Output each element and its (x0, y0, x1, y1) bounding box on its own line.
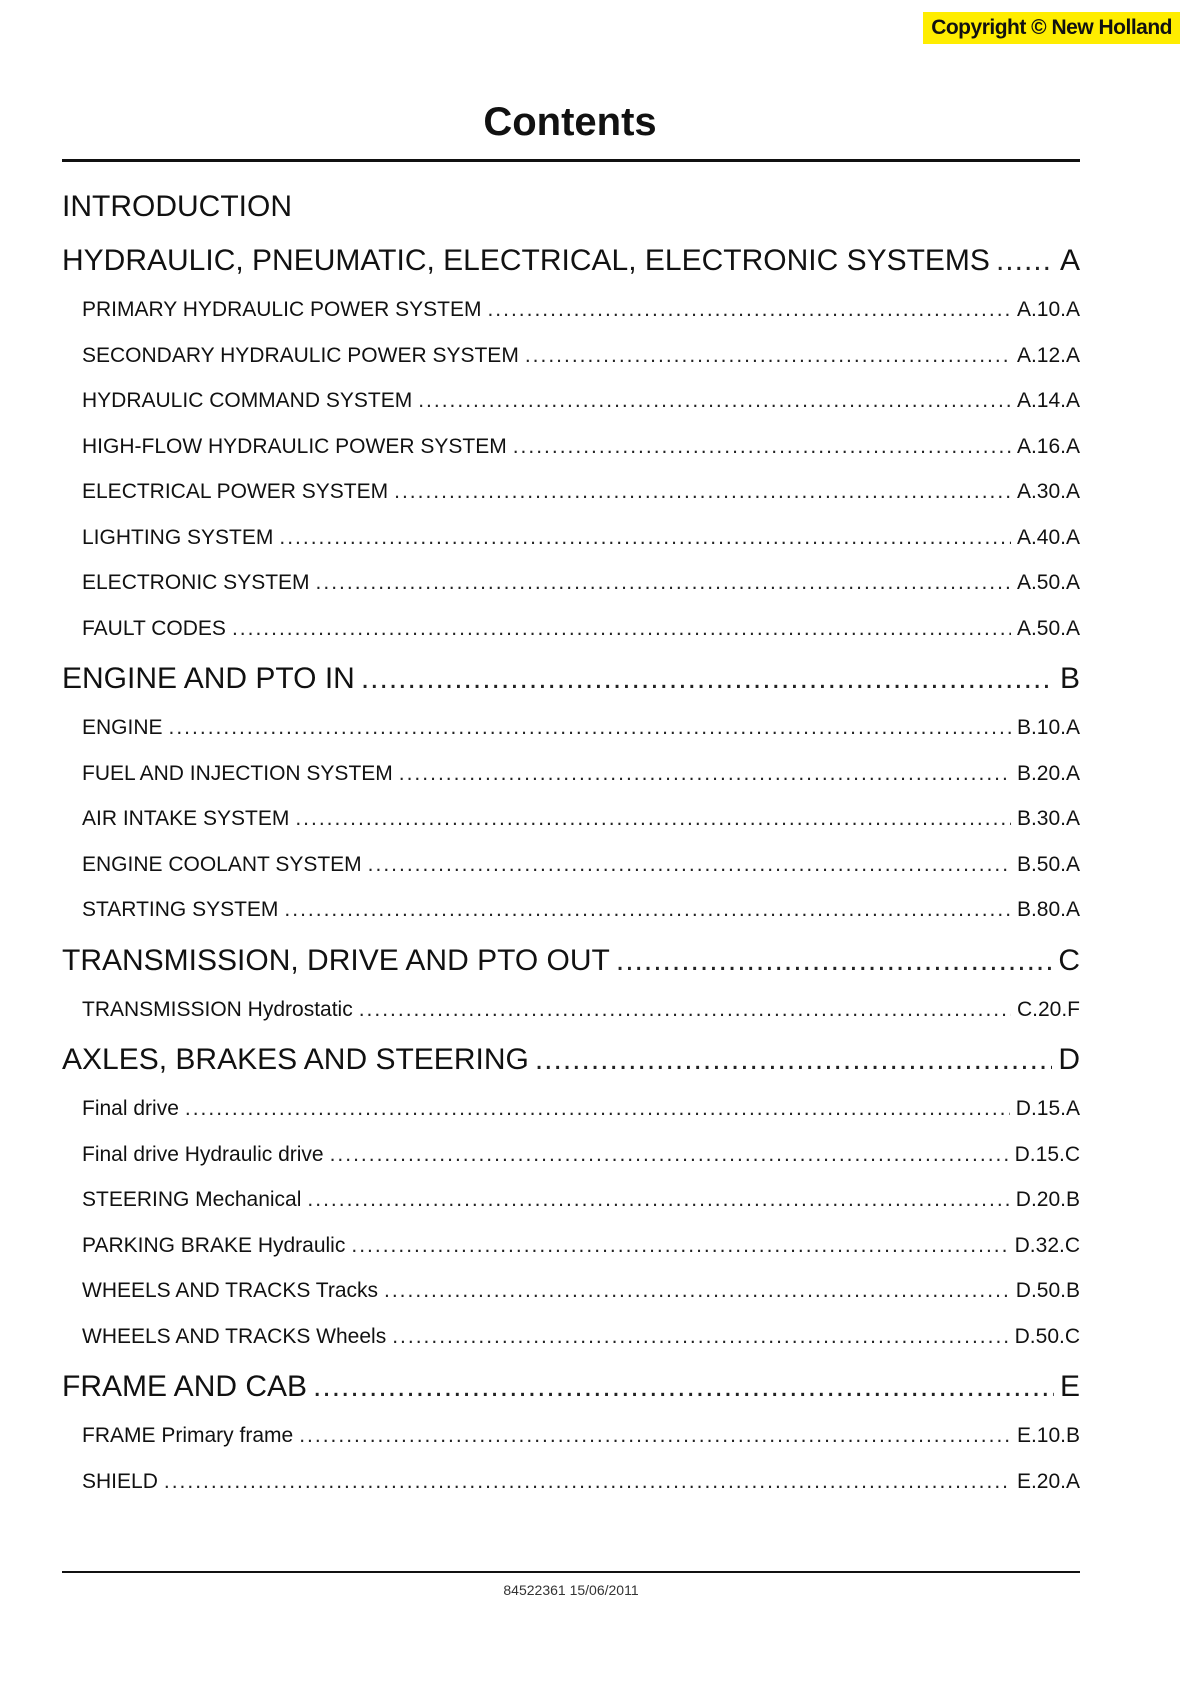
toc-section-letter: D (1058, 1043, 1080, 1076)
toc-entry-code: A.50.A (1016, 571, 1080, 594)
leader-dots (330, 1143, 1009, 1167)
leader-dots (487, 298, 1010, 322)
toc-section[interactable] (62, 662, 1080, 716)
toc-entry-code: A.40.A (1016, 525, 1080, 549)
toc-entry-code: A.16.A (1016, 434, 1080, 458)
toc-entry[interactable] (62, 526, 1080, 572)
toc-entry-label: AIR INTAKE SYSTEM (82, 807, 290, 830)
toc-entry-label: LIGHTING SYSTEM (82, 525, 274, 549)
toc-entry-code: B.50.A (1016, 852, 1080, 876)
toc-introduction-label: INTRODUCTION (62, 190, 292, 223)
toc-entry[interactable] (62, 480, 1080, 526)
toc-entry-label: STARTING SYSTEM (82, 898, 279, 921)
toc-entry-code: B.80.A (1016, 898, 1080, 921)
leader-dots (316, 571, 1011, 595)
toc-entry-code: D.32.C (1014, 1233, 1080, 1257)
toc-section-title: AXLES, BRAKES AND STEERING (62, 1043, 529, 1076)
toc-section-letter: E (1059, 1370, 1080, 1403)
toc-entry-code: A.10.A (1016, 298, 1080, 321)
toc-entry[interactable] (62, 716, 1080, 762)
toc-entry-code: D.50.C (1014, 1324, 1080, 1348)
leader-dots (299, 1424, 1011, 1448)
toc-entry-label: FRAME Primary frame (82, 1424, 294, 1447)
toc-entry-code: B.10.A (1016, 716, 1080, 739)
toc-entry-code: A.30.A (1016, 480, 1080, 503)
toc-entry-code: D.15.C (1014, 1142, 1080, 1166)
leader-dots (513, 435, 1011, 459)
toc-entry-label: PRIMARY HYDRAULIC POWER SYSTEM (82, 298, 482, 321)
toc-entry-label: TRANSMISSION Hydrostatic (82, 997, 353, 1021)
toc-entry-label: SHIELD (82, 1469, 158, 1493)
toc-entry-code: D.15.A (1015, 1097, 1080, 1120)
toc-entry-code: B.20.A (1016, 761, 1080, 785)
table-of-contents (62, 190, 1080, 1515)
copyright-banner: Copyright © New Holland (923, 12, 1180, 44)
toc-entry[interactable] (62, 571, 1080, 617)
toc-entry[interactable] (62, 762, 1080, 808)
toc-section[interactable] (62, 1043, 1080, 1097)
toc-entry-label: PARKING BRAKE Hydraulic (82, 1233, 346, 1257)
toc-entry[interactable] (62, 1279, 1080, 1325)
toc-entry-code: B.30.A (1016, 807, 1080, 830)
toc-entry[interactable] (62, 1470, 1080, 1516)
leader-dots (616, 944, 1052, 978)
toc-entry[interactable] (62, 1325, 1080, 1371)
toc-entry-code: C.20.F (1016, 997, 1080, 1021)
toc-section-title: FRAME AND CAB (62, 1370, 308, 1403)
toc-entry[interactable] (62, 1424, 1080, 1470)
toc-entry-label: ENGINE (82, 716, 163, 739)
toc-entry-label: Final drive (82, 1097, 179, 1120)
toc-entry[interactable] (62, 998, 1080, 1044)
toc-entry-label: STEERING Mechanical (82, 1188, 302, 1211)
toc-entry-code: D.20.B (1015, 1188, 1080, 1211)
toc-section[interactable] (62, 944, 1080, 998)
toc-entry[interactable] (62, 298, 1080, 344)
page-footer: 84522361 15/06/2011 (503, 1582, 639, 1598)
toc-section[interactable] (62, 244, 1080, 298)
toc-section-title: ENGINE AND PTO IN (62, 662, 355, 695)
toc-entry-label: FUEL AND INJECTION SYSTEM (82, 761, 393, 785)
toc-entry-label: SECONDARY HYDRAULIC POWER SYSTEM (82, 343, 519, 367)
toc-entry-code: E.20.A (1016, 1469, 1080, 1493)
toc-entry[interactable] (62, 1234, 1080, 1280)
toc-entry-label: Final drive Hydraulic drive (82, 1142, 324, 1166)
toc-entry-label: WHEELS AND TRACKS Wheels (82, 1324, 387, 1348)
leader-dots (313, 1370, 1054, 1404)
leader-dots (359, 998, 1011, 1022)
leader-dots (232, 617, 1011, 641)
toc-entry[interactable] (62, 435, 1080, 481)
toc-section[interactable] (62, 1370, 1080, 1424)
leader-dots (384, 1279, 1010, 1303)
toc-entry-code: D.50.B (1015, 1279, 1080, 1302)
toc-introduction[interactable] (62, 190, 1080, 244)
toc-entry[interactable] (62, 1188, 1080, 1234)
toc-entry-label: ENGINE COOLANT SYSTEM (82, 852, 362, 876)
toc-entry[interactable] (62, 1143, 1080, 1189)
toc-section-title: TRANSMISSION, DRIVE AND PTO OUT (62, 943, 610, 977)
leader-dots (368, 853, 1011, 877)
title-divider (62, 159, 1080, 162)
toc-section-letter: B (1059, 662, 1080, 695)
leader-dots (284, 898, 1011, 922)
toc-entry-code: A.12.A (1016, 343, 1080, 367)
leader-dots (399, 762, 1011, 786)
leader-dots (525, 344, 1011, 368)
footer-divider (62, 1571, 1080, 1573)
toc-entry[interactable] (62, 853, 1080, 899)
leader-dots (279, 526, 1011, 550)
toc-sections (62, 244, 1080, 1515)
toc-entry-label: ELECTRICAL POWER SYSTEM (82, 480, 389, 503)
leader-dots (307, 1188, 1009, 1212)
leader-dots (295, 807, 1011, 831)
leader-dots (185, 1097, 1010, 1121)
toc-entry-label: FAULT CODES (82, 616, 226, 640)
leader-dots (535, 1043, 1053, 1077)
toc-entry-code: A.14.A (1016, 389, 1080, 412)
toc-section-letter: A (1059, 244, 1080, 277)
leader-dots (351, 1234, 1008, 1258)
toc-entry[interactable] (62, 807, 1080, 853)
toc-entry[interactable] (62, 898, 1080, 944)
toc-entry[interactable] (62, 1097, 1080, 1143)
leader-dots (164, 1470, 1011, 1494)
toc-entry-label: HYDRAULIC COMMAND SYSTEM (82, 389, 413, 412)
toc-entry[interactable] (62, 389, 1080, 435)
leader-dots (996, 244, 1054, 278)
toc-entry[interactable] (62, 617, 1080, 663)
leader-dots (169, 716, 1011, 740)
toc-entry-label: ELECTRONIC SYSTEM (82, 571, 310, 594)
leader-dots (361, 662, 1054, 696)
toc-entry-label: HIGH-FLOW HYDRAULIC POWER SYSTEM (82, 434, 507, 458)
leader-dots (418, 389, 1011, 413)
toc-entry-label: WHEELS AND TRACKS Tracks (82, 1279, 379, 1302)
leader-dots (392, 1325, 1008, 1349)
leader-dots (394, 480, 1011, 504)
page-title: Contents (483, 100, 657, 144)
toc-entry-code: A.50.A (1016, 616, 1080, 640)
toc-entry[interactable] (62, 344, 1080, 390)
toc-section-letter: C (1058, 943, 1080, 977)
toc-section-title: HYDRAULIC, PNEUMATIC, ELECTRICAL, ELECTRONIC SYSTEMS (62, 244, 990, 277)
toc-entry-code: E.10.B (1016, 1424, 1080, 1447)
